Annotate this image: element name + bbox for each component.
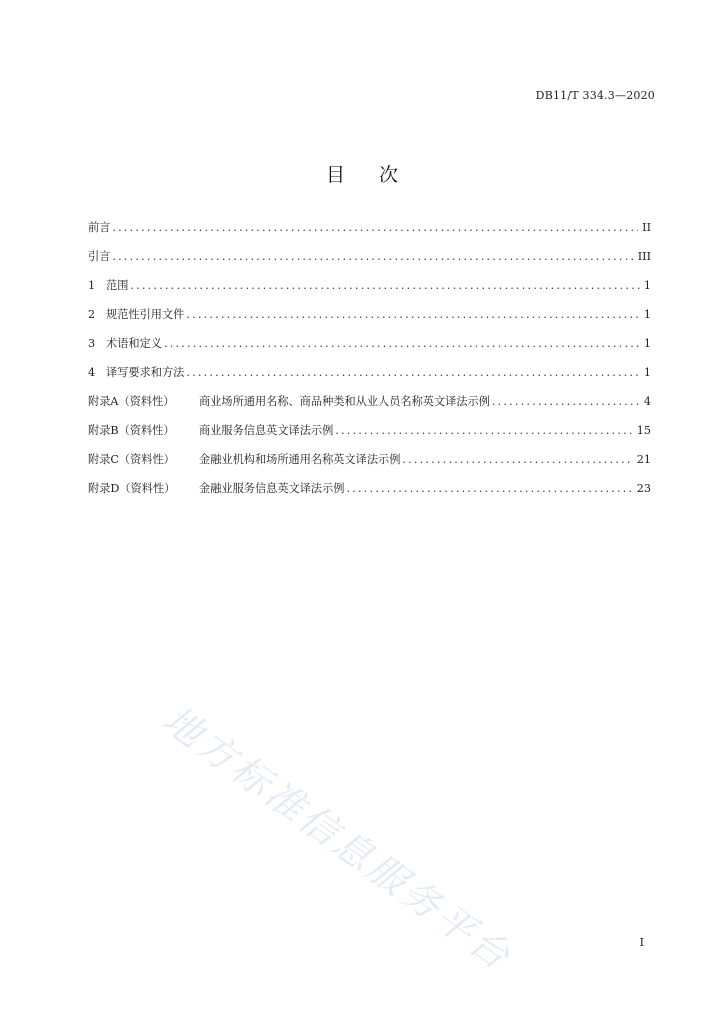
- toc-leader-dots: [186, 308, 640, 321]
- toc-entry-appendix-b[interactable]: [88, 422, 651, 451]
- page-number: I: [639, 936, 644, 949]
- toc-page-number: III: [637, 250, 651, 263]
- toc-leader-dots: [112, 221, 638, 234]
- toc-page-number: 1: [643, 279, 651, 292]
- toc-appendix-label: 附录B（资料性）: [88, 424, 175, 437]
- toc-page-number: 1: [643, 366, 651, 379]
- toc-entry-number: 1: [88, 279, 96, 292]
- toc-entry-label: 译写要求和方法: [106, 366, 185, 379]
- toc-leader-dots: [186, 366, 640, 379]
- toc-entry-label: 金融业服务信息英文译法示例: [199, 482, 345, 495]
- watermark: 地方标准信息服务平台: [154, 697, 521, 980]
- toc-leader-dots: [130, 279, 639, 292]
- toc-entry-label: 规范性引用文件: [106, 308, 185, 321]
- toc-leader-dots: [346, 482, 632, 495]
- toc-leader-dots: [492, 395, 640, 408]
- toc-entry-number: 2: [88, 308, 96, 321]
- toc-entry-appendix-d[interactable]: [88, 480, 651, 509]
- toc-appendix-label: 附录C（资料性）: [88, 453, 175, 466]
- title-right-char: 次: [379, 164, 399, 186]
- toc-leader-dots: [402, 453, 632, 466]
- toc-appendix-label: 附录D（资料性）: [88, 482, 176, 495]
- page-title: [0, 160, 724, 187]
- toc-page-number: 23: [636, 482, 651, 495]
- toc-page-number: 1: [643, 337, 651, 350]
- toc-entry-label: 金融业机构和场所通用名称英文译法示例: [199, 453, 401, 466]
- toc-page-number: 1: [643, 308, 651, 321]
- toc-entry-label: 商业服务信息英文译法示例: [199, 424, 334, 437]
- toc-page-number: 4: [643, 395, 651, 408]
- toc-leader-dots: [164, 337, 640, 350]
- toc-entry-label: 术语和定义: [106, 337, 162, 350]
- title-left-char: 目: [325, 164, 345, 186]
- toc-entry-label: 前言: [88, 221, 111, 234]
- toc-appendix-label: 附录A（资料性）: [88, 395, 175, 408]
- toc-entry-label: 范围: [106, 279, 129, 292]
- toc-entry-label: 引言: [88, 250, 111, 263]
- toc-entry-appendix-a[interactable]: [88, 393, 651, 422]
- toc-page-number: II: [642, 221, 651, 234]
- toc-entry-number: 4: [88, 366, 96, 379]
- toc-entry-label: 商业场所通用名称、商品种类和从业人员名称英文译法示例: [199, 395, 490, 408]
- toc-page-number: 15: [636, 424, 651, 437]
- toc-entry-normative-references[interactable]: [88, 306, 651, 335]
- toc-entry-appendix-c[interactable]: [88, 451, 651, 480]
- toc-entry-terms-definitions[interactable]: [88, 335, 651, 364]
- document-code-header: DB11/T 334.3—2020: [535, 89, 655, 102]
- toc-entry-foreword[interactable]: [88, 219, 651, 248]
- toc-leader-dots: [335, 424, 632, 437]
- toc-entry-introduction[interactable]: [88, 248, 651, 277]
- table-of-contents: [88, 219, 651, 509]
- toc-entry-scope[interactable]: [88, 277, 651, 306]
- toc-page-number: 21: [636, 453, 651, 466]
- toc-entry-number: 3: [88, 337, 96, 350]
- toc-entry-translation-requirements[interactable]: [88, 364, 651, 393]
- toc-leader-dots: [112, 250, 633, 263]
